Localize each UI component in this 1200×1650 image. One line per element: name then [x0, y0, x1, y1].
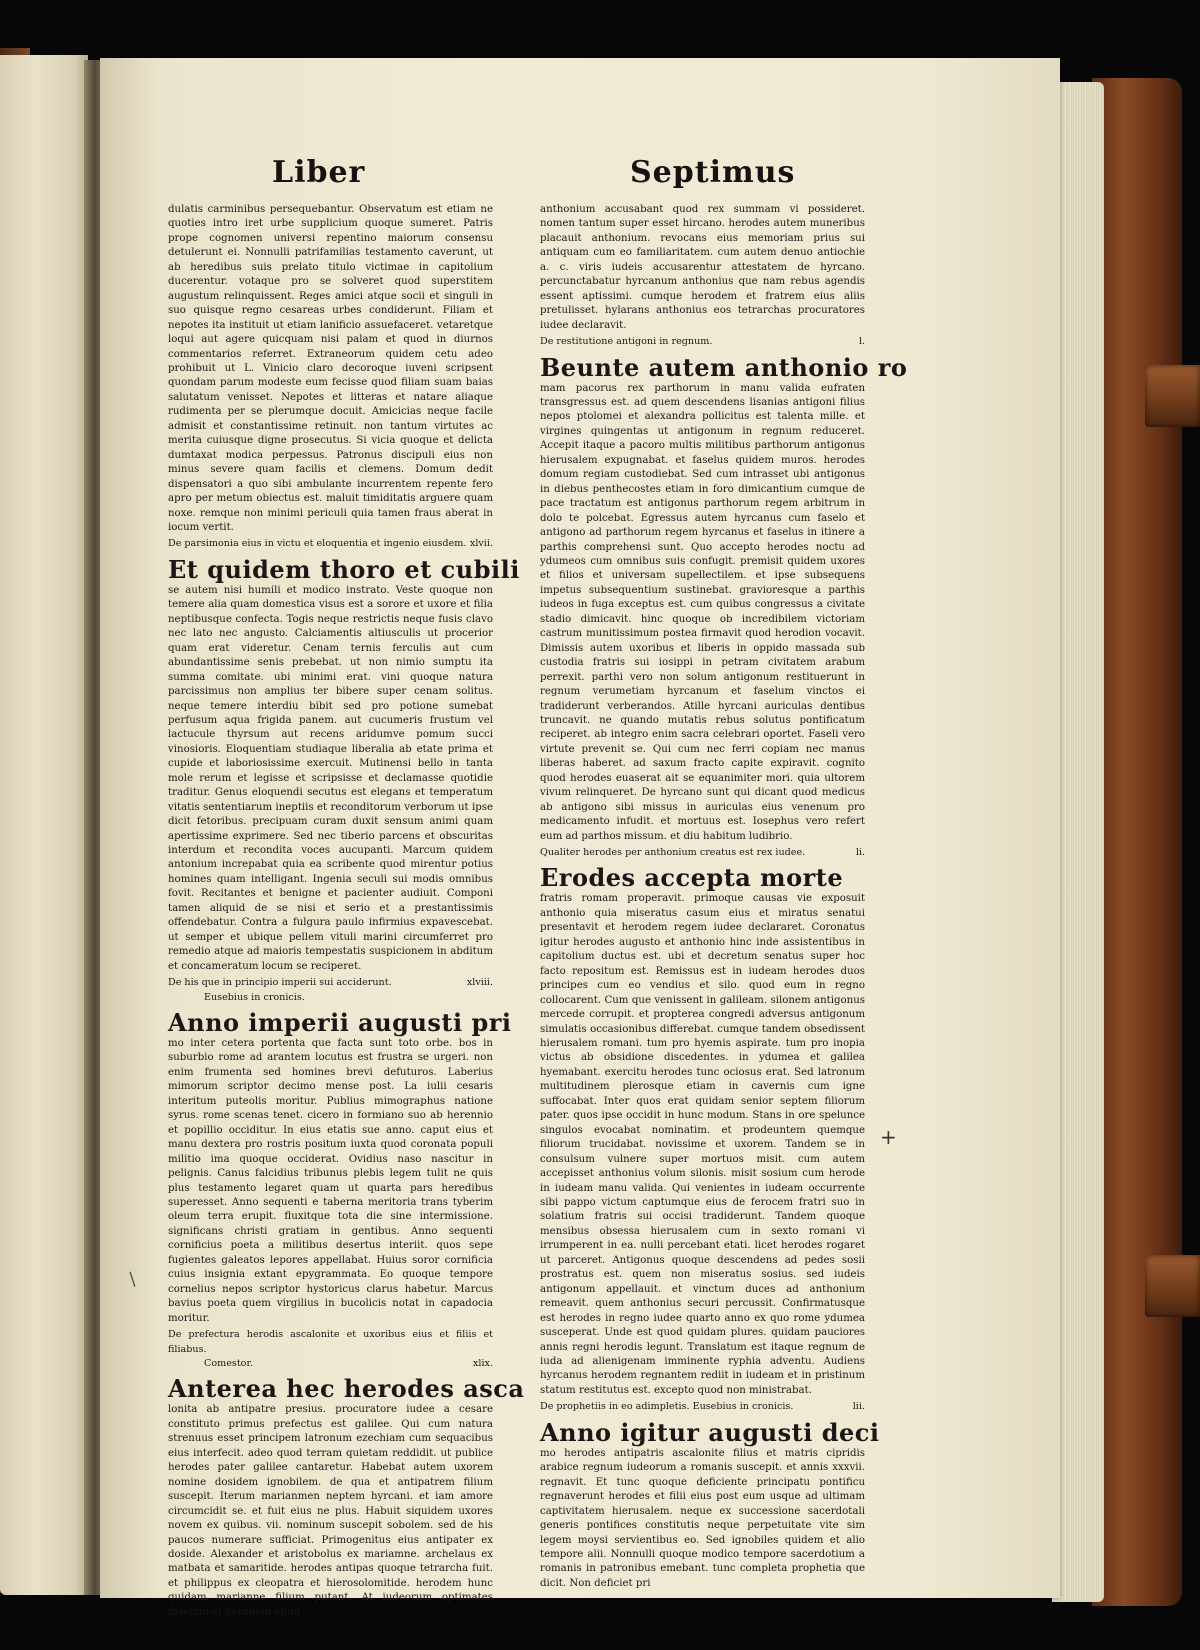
source-note-text: Comestor. [204, 1357, 254, 1369]
clasp-strap-bottom [1145, 1255, 1200, 1317]
chapter-number: li. [855, 847, 865, 859]
paragraph: se autem nisi humili et modico instrato. Veste quoque non temere alia quam domestica visus est a sorore et uxore et filia neptibusque confecta. Togis neque restrictis neque fusis clavo nec lato nec angusto. Calciamentis altiusculis ut procerior quam erat videretur. Cenam ternis ferculis aut cum abundantissime senis prebebat. ut non nimio sumptu ita summa comitate. ubi minimi erat. vini quoque natura parcissimus non amplius ter bibere super cenam solitus. neque temere interdiu bibit sed pro potione sumebat perfusum aqua frigida panem. aut cucumeris frustum vel lactucule thyrsum aut recens aridumve pomum succi vinosioris. Eloquentiam studiaque liberalia ab etate prima et cupide et laboriosissime exercuit. Mutinensi bello in tanta mole rerum et legisse et scripsisse et declamasse quotidie traditur. Genus eloquendi secutus est elegans et temperatum vitatis sententiarum ineptiis et reconditorum verborum ut ipse dicit fetoribus. precipuam curam duxit sensum animi quam apertissime exprimere. Sed nec tiberio parcens et obscuritas interdum et recondita voces aucupanti. Marcum quidem antonium increpabat quia ea scribente quod mirentur potius homines quam intelligant. Ingenia seculi sui modis omnibus fovit. Recitantes et benigne et pacienter audiuit. Componi tamen aliquid de se nisi et serio et a prestantissimis offendebatur. Contra a fulgura paulo infirmius expavescebat. ut semper et ubique pellem vituli marini circumferret pro remedio atque ad maioris tempestatis suspicionem in abditum et concameratum locum se reciperet. [168, 584, 493, 972]
chapter-number: xlix. [472, 1357, 493, 1369]
margin-cross-mark: + [880, 1125, 897, 1149]
source-note: Eusebius in cronicis. [204, 991, 305, 1003]
chapter-rubric [168, 976, 493, 990]
paragraph: anthonium accusabant quod rex summam vi possideret. nomen tantum super esset hircano. herodes autem muneribus placauit anthonium. revocans eius memoriam prius sui antiquam cum eo familiaritatem. cum autem denuo antiochie a. c. viris iudeis accusarentur attestatem de hyrcano. percunctabatur hyrcanum anthonius que nam rebus agendis essent aptissimi. cumque herodem et fratrem eius aliis pretulisset. hylarans anthonius eos tetrarchas procuratores iudee declaravit. [540, 204, 865, 331]
chapter-rubric [168, 537, 493, 551]
chapter-number: xlviii. [466, 977, 493, 989]
paragraph: fratris romam properavit. primoque causas vie exposuit anthonio quia miseratus casum eius et miratus senatui presentavit et herodem regem iudee declararet. Coronatus igitur herodes augusto et anthonio hinc inde assistentibus in capitolium ductus est. ubi et decretum senatus super hoc facto repositum est. Remissus est in iudeam herodes duos principes cum eo vendius et silo. quod eum in regno collocarent. Cum que venissent in galileam. silonem antigonus mercede corrupit. et propterea congredi adversus antigonum simulatis occasionibus differebat. cumque tandem obsedissent hierusalem romani. tum pro hyemis aspirate. tum pro inopia victus ab obsidione discedentes. in ydumea et galilea hyemabant. exercitu herodes tunc ociosus erat. Sed latronum multitudinem plerosque etiam in cavernis cum igne suffocabat. Inter quos erat quidam senior septem filiorum pater. quos ipse occidit in hunc modum. Stans in ore spelunce singulos evocabat nominatim. et prodeuntem quemque filiorum trucidabat. novissime et uxorem. Tandem se in consulsum vulnere super mortuos misit. cum autem accepisset anthonius volum silonis. misit sosium cum herode in iudeam manu valida. Qui venientes in iudeam occurrente sibi pappo victum captumque eius de ferocem fratri suo in solatium fratris sui occisi tradiderunt. Tandem quoque mensibus obsessa hierusalem cum in sexto romani vi irrumperent in ea. nulli percebant etati. licet herodes rogaret ut parceret. Antigonus quoque descendens ad pedes sosii prostratus est. quem non miseratus sosius. sed iudeis antigonum appellauit. et vinctum duces ad anthonium remeavit. quem anthonius securi percussit. Confirmatusque est herodes in regno iudee quarto anno ex quo rome ydumea susceperat. Unde est quod quidam plures. quidam pauciores annis regni herodis legunt. Translatum est itaque regnum de iuda ad alienigenam imminente ryphia adventu. Audiens hyrcanus herodem regnantem rediit in iudeam et in pristinum statum restitutus est. excepto quod non ministrabat. [540, 893, 865, 1396]
chapter-rubric [168, 1328, 493, 1357]
rubric-text: Qualiter herodes per anthonium creatus est rex iudee. [540, 847, 806, 859]
text-column-left [168, 203, 525, 1618]
rubric-text: De prophetiis in eo adimpletis. [540, 1401, 690, 1413]
rubric-text: De his que in principio imperii sui acciderunt. [168, 977, 392, 989]
pencil-tick-mark: / [124, 1269, 142, 1290]
chapter-number: lii. [852, 1401, 865, 1413]
paragraph: mo inter cetera portenta que facta sunt toto orbe. bos in suburbio rome ad arantem locutus est frustra se urgeri. non enim frumenta sed homines brevi defuturos. Laberius mimorum scriptor decimo mense post. La iulii cesaris interitum puteolis moritur. Publius mimographus natione syrus. rome scenas tenet. cicero in formiano suo ab herennio et popillio occiditur. In eius etatis sue anno. caput eius et manu dextera pro rostris positum iuxta quod coronata populi militio ima quoque occiderat. Ovidius naso nascitur in pelignis. Canus falcidius tribunus plebis legem tulit ne quis plus testamento legaret quam ut quarta pars heredibus superesset. Anno sequenti e taberna meritoria trans tyberim oleum terra erupit. fluxitque tota die sine intermissione. significans christi gratiam in gentibus. Anno sequenti cornificius poeta a militibus desertus interiit. quos sepe fugientes galeatos lepores appellabat. Huius soror cornificia cuius insignia extant epygrammata. Eo quoque tempore cornelius nepos scriptor hystoricus clarus habetur. Marcus bavius poeta quem virgilius in bucolicis notat in capadocia moritur. [168, 1038, 493, 1324]
chapter-rubric [540, 846, 865, 860]
incipit-line: Erodes accepta morte [540, 863, 844, 893]
rubric-text: De restitutione antigoni in regnum. [540, 336, 713, 348]
clasp-strap-top [1145, 365, 1200, 427]
chapter-number: xlvii. [469, 538, 493, 550]
right-leather-cover [1092, 78, 1182, 1606]
running-head-right: Septimus [630, 155, 796, 190]
source-note-text: Eusebius in cronicis. [692, 1401, 794, 1413]
rubric-text: De prefectura herodis ascalonite et uxoribus eius et filiis et filiabus. [168, 1329, 493, 1355]
source-note [204, 1357, 493, 1371]
incipit-line: Et quidem thoro et cubili [168, 554, 520, 584]
incipit-line: Anno igitur augusti deci [540, 1417, 880, 1447]
incipit-line: Beunte autem anthonio ro [540, 352, 908, 382]
incipit-line: Anterea hec herodes asca [168, 1374, 525, 1404]
chapter-number: l. [858, 336, 865, 348]
rubric-text: De parsimonia eius in victu et eloquentia et ingenio eiusdem. [168, 538, 467, 550]
paragraph: dulatis carminibus persequebantur. Observatum est etiam ne quoties intro iret urbe supplicium quoque sumeret. Patris prope cognomen universi repentino maiorum consensu detulerunt ei. Nonnulli patrifamilias testamento caverunt, ut ab heredibus suis prelato titulo victimae in capitolium ducerentur. votaque pro se solveret quod superstitem augustum relinquissent. Reges amici atque socii et singuli in suo quisque regno cesareas urbes condiderunt. Filiam et nepotes ita instituit ut etiam lanificio assuefaceret. vetaretque loqui aut agere quicquam nisi palam et quod in diurnos commentarios referret. Extraneorum quidem cetu adeo prohibuit ut L. Vinicio claro decoroque iuveni scripsent quondam parum modeste eum fecisse quod filiam suam baias salutatum venisset. Nepotes et litteras et natare aliaque rudimenta per se plerumque docuit. Amicicias neque facile admisit et constantissime retinuit. non tantum virtutes ac merita cuiusque digne prosecutus. Si vicia quoque et delicta dumtaxat modica perpessus. Patronus discipuli eius non minus severe quam facilis et clemens. Domum dedit dispensatori a quo sibi ambulante incurrentem repente fero apro per metum obiectus est. maluit timiditatis arguere quam noxe. remque non minimi periculi quia tamen fraus aberat in iocum vertit. [168, 204, 493, 533]
chapter-rubric [540, 1400, 865, 1414]
paragraph: mam pacorus rex parthorum in manu valida eufraten transgressus est. ad quem descendens lisanias antigoni filius nepos ptolomei et alexandra pollicitus est talenta mille. et virgines quingentas ut antigonum in regnum reduceret. Accepit itaque a pacoro multis militibus parthorum antigonus hierusalem expugnabat. et faselus quidem muros. herodes domum regiam custodiebat. Sed cum intrasset ubi antigonus in diebus penthecostes etiam in foro dimicantium cumque de pace tractatum est antigonus parthorum regem arbitrum in dolo te polcebat. Egressus autem hyrcanus cum faselo et antigono ad parthorum regem hyrcanus et faselus in itinere a parthis comprehensi sunt. Quo accepto herodes noctu ad ydumeos cum omnibus suis confugit. premisit quidem uxores et filios et universam supellectilem. et ipse subsequens impetus subsequentium sustinebat. gravioresque a parthis iudeos in fuga exceptus est. cum quibus congressus a civitate stadio dimicavit. hinc quoque ob incredibilem victoriam castrum munitissimum postea firmavit quod herodion vocavit. Dimissis autem uxoribus et liberis in oppido massada sub custodia fratris sui iosippi in petram civitatem arabum perrexit. parthi vero non solum antigonum restituerunt in regnum verumetiam hyrcanum et faselum vinctos ei tradiderunt verberandos. Atille hyrcani auriculas dentibus truncavit. ne quando mutatis rebus solutus pontificatum reciperet. ab integro enim sacra celebrari oportet. Faseli vero virtute prevenit se. Qui cum nec ferri copiam nec manus liberas haberet. ad saxum fracto capite expiravit. cognito quod herodes euaserat ait se equanimiter mori. quia ultorem vivum relinqueret. De hyrcano sunt qui dicant quod medicus ab antigono sibi missus in auriculas eius venenum pro medicamento infudit. et mortuus est. Iosephus vero refert eum ad parthos missum. et diu habitum ludibrio. [540, 382, 865, 842]
paragraph: mo herodes antipatris ascalonite filius et matris cipridis arabice regnum iudeorum a romanis suscepit. et annis xxxvii. regnavit. Et tunc quoque deficiente principatu pontificu regnaverunt herodes et filii eius post eum usque ad ultimam captivitatem hierusalem. neque ex successione sacerdotali generis pontifices constitutis neque perpetuitate vite sim legem moysi servientibus eo. Sed ignobiles quidem et alio tempore alii. Nonnulli quoque modico tempore sacerdotium a romanis in patronibus emebant. tunc completa prophetia que dicit. Non deficiet pri [540, 1447, 865, 1589]
chapter-rubric [540, 335, 865, 349]
left-page-edge [0, 55, 88, 1595]
incipit-line: Anno imperii augusti pri [168, 1008, 512, 1038]
running-head-left: Liber [272, 155, 366, 190]
text-column-right [540, 203, 908, 1589]
paragraph: lonita ab antipatre presius. procuratore iudee a cesare constituto primus prefectus est galilee. Qui cum natura strenuus esset principem latronum ezechiam cum sequacibus eius interfecit. adeo quod terram quietam reddidit. ut publice herodes pater galilee cantaretur. Habebat autem uxorem nomine dosidem ignobilem. de qua et antipatrem filium suscepit. Iterum marianmen neptem hyrcani. et iam amore circumcidit se. et fuit eius ne plus. Habuit siquidem uxores novem ex quibus. vii. nominum suscepit sobolem. sed de his paucos numerare sufficiat. Primogenitus eius antipater ex doside. Alexander et aristobolus ex mariamne. archelaus ex matbata et samaritide. herodes antipas quoque tetrarcha fuit. et philippus ex cleopatra et hierosolomitide. herodem hunc quidam marianne filium putant. At iudeorum optimates faselum et herodem apud [168, 1404, 493, 1618]
